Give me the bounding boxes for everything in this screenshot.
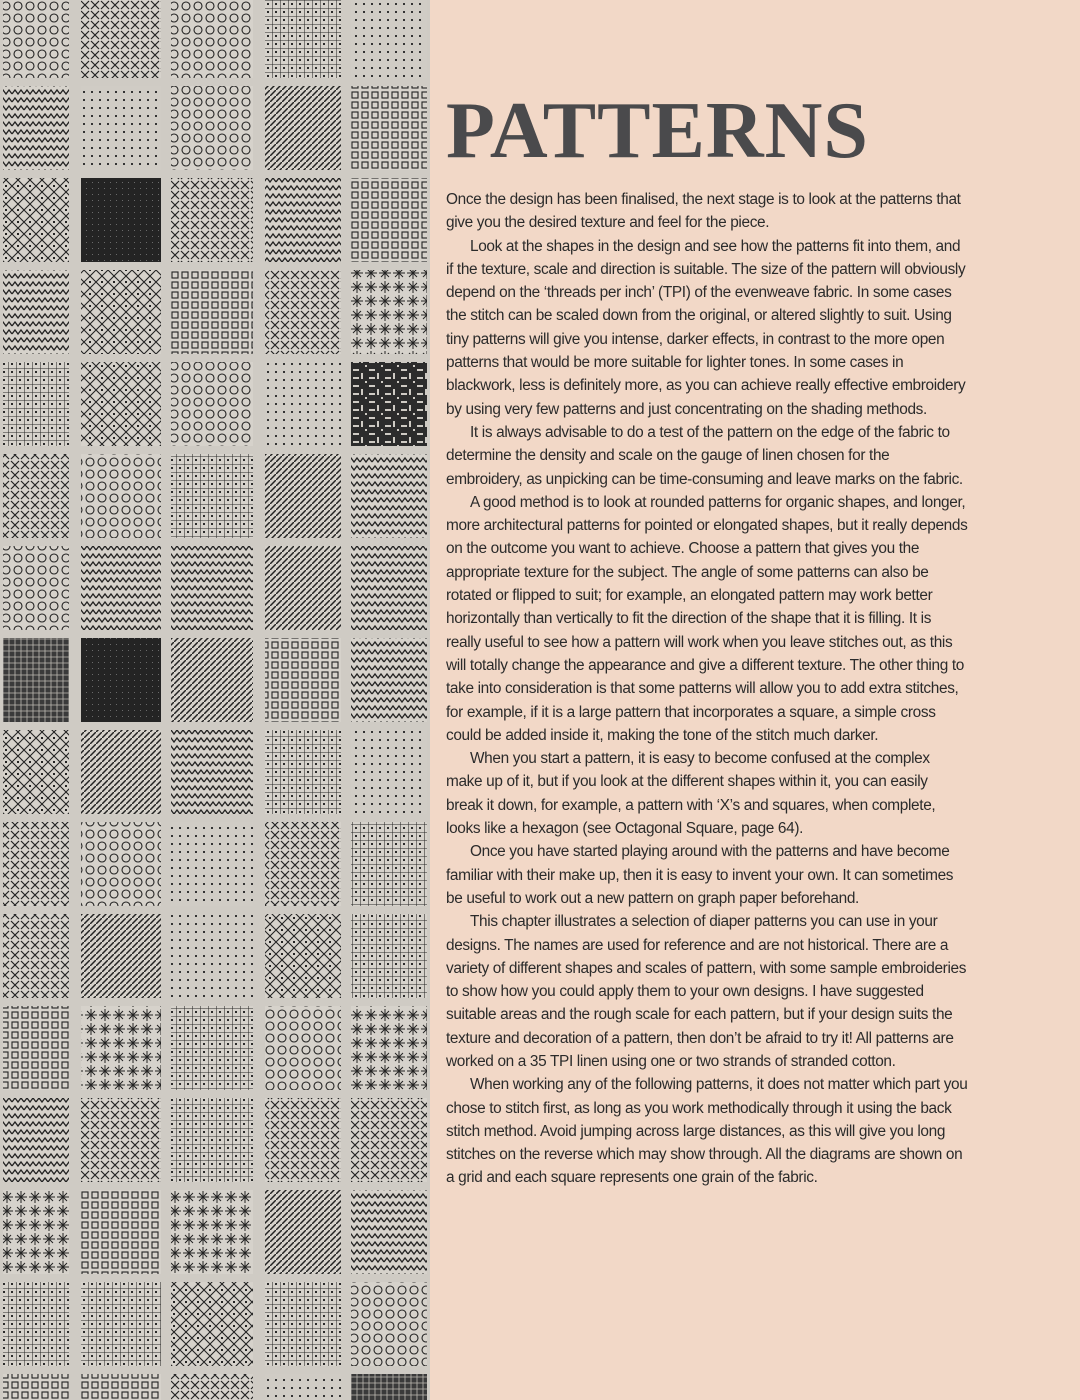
sampler-block — [3, 1374, 69, 1400]
sampler-block — [351, 86, 427, 170]
paragraph-1: Once the design has been finalised, the next stage is to look at the patterns that give you the desired texture and feel for the piece. — [446, 191, 961, 232]
paragraph-5: When you start a pattern, it is easy to become confused at the complex make up of it, but if you look at the different shapes within it, you can easily break it down, for example, a pattern with ‘X’s and squares, when complete, looks like a hexagon (see Octagonal Square, page 64). — [446, 750, 936, 838]
sampler-block — [265, 1006, 341, 1090]
sampler-block — [351, 362, 427, 446]
sampler-block — [351, 546, 427, 630]
sampler-block — [3, 1190, 69, 1274]
sampler-block — [171, 1374, 253, 1400]
sampler-block — [265, 546, 341, 630]
sampler-block — [351, 178, 427, 262]
sampler-block — [3, 0, 69, 78]
sampler-block — [265, 638, 341, 722]
sampler-block — [351, 914, 427, 998]
paragraph-3: It is always advisable to do a test of the pattern on the edge of the fabric to determine the density and scale on the gauge of linen chosen for the embroidery, as unpicking can be time-consuming and leave marks on the fabric. — [446, 423, 963, 488]
sampler-block — [351, 1374, 427, 1400]
sampler-block — [265, 822, 341, 906]
sampler-block — [81, 638, 161, 722]
paragraph-6: Once you have started playing around with the patterns and have become familiar with their make up, then it is easy to invent your own. It can sometimes be useful to work out a new pattern on graph paper beforehand. — [446, 843, 954, 907]
sampler-block — [171, 1190, 253, 1274]
sampler-block — [265, 730, 341, 814]
sampler-block — [81, 1006, 161, 1090]
sampler-block — [351, 270, 427, 354]
sampler-block — [3, 822, 69, 906]
sampler-block — [265, 270, 341, 354]
sampler-block — [3, 638, 69, 722]
sampler-block — [171, 1282, 253, 1366]
sampler-block — [3, 1098, 69, 1182]
sampler-block — [171, 914, 253, 998]
sampler-block — [171, 454, 253, 538]
sampler-block — [351, 0, 427, 78]
sampler-block — [3, 1282, 69, 1366]
sampler-block — [171, 270, 253, 354]
sampler-block — [171, 638, 253, 722]
sampler-block — [265, 1190, 341, 1274]
sampler-block — [81, 1374, 161, 1400]
sampler-block — [351, 1006, 427, 1090]
sampler-block — [171, 546, 253, 630]
sampler-block — [3, 270, 69, 354]
sampler-block — [81, 822, 161, 906]
sampler-block — [81, 914, 161, 998]
sampler-block — [265, 454, 341, 538]
paragraph-7: This chapter illustrates a selection of diaper patterns you can use in your designs. The names are used for reference and are not historical. There are a variety of different shapes and scales of pattern, with some sample embroideries to show how you could apply them to your own designs. I have suggested suitable areas and the rough scale for each pattern, but if your design suits the texture and decoration of a pattern, then don’t be afraid to try it! All patterns are worked on a 35 TPI linen using one or two strands of stranded cotton. — [446, 913, 967, 1070]
paragraph-4: A good method is to look at rounded patterns for organic shapes, and longer, more architectural patterns for pointed or elongated shapes, but it really depends on the outcome you want to achieve. Choose a pattern that gives you the appropriate texture for the subject. The angle of some patterns can also be rotated or flipped to suit; for example, an elongated pattern may work better horizontally than vertically to fit the direction of the shape that it is filling. It is really useful to see how a pattern will work when you leave stitches out, as this will totally change the appearance and give a different texture. The other thing to take into consideration is that some patterns will allow you to add extra stitches, for example, if it is a large pattern that incorporates a square, a simple cross could be added inside it, making the tone of the stitch much darker. — [446, 493, 968, 744]
sampler-block — [351, 638, 427, 722]
sampler-block — [351, 822, 427, 906]
sampler-block — [81, 454, 161, 538]
sampler-block — [265, 914, 341, 998]
sampler-block — [3, 730, 69, 814]
sampler-block — [3, 178, 69, 262]
sampler-block — [265, 86, 341, 170]
blackwork-sampler-photo — [0, 0, 430, 1400]
sampler-block — [81, 546, 161, 630]
sampler-block — [81, 1098, 161, 1182]
sampler-block — [3, 362, 69, 446]
sampler-block — [265, 0, 341, 78]
paragraph-8: When working any of the following patterns, it does not matter which part you chose to stitch first, as long as you work methodically through it using the back stitch method. Avoid jumping across large distances, as this will give you long stitches on the reverse which may show through. All the diagrams are shown on a grid and each square represents one grain of the fabric. — [446, 1076, 968, 1187]
sampler-block — [171, 86, 253, 170]
sampler-block — [171, 178, 253, 262]
sampler-block — [265, 1374, 341, 1400]
sampler-block — [3, 546, 69, 630]
page-title: PATTERNS — [446, 87, 869, 175]
sampler-block — [3, 914, 69, 998]
sampler-block — [81, 178, 161, 262]
sampler-block — [3, 1006, 69, 1090]
sampler-block — [3, 454, 69, 538]
sampler-block — [171, 1006, 253, 1090]
sampler-block — [81, 362, 161, 446]
sampler-block — [171, 362, 253, 446]
sampler-block — [265, 362, 341, 446]
sampler-block — [265, 178, 341, 262]
sampler-block — [3, 86, 69, 170]
sampler-block — [171, 730, 253, 814]
sampler-block — [81, 730, 161, 814]
sampler-block — [351, 1098, 427, 1182]
sampler-block — [265, 1282, 341, 1366]
sampler-block — [81, 270, 161, 354]
sampler-block — [171, 822, 253, 906]
sampler-block — [265, 1098, 341, 1182]
sampler-block — [81, 1282, 161, 1366]
paragraph-2: Look at the shapes in the design and see how the patterns fit into them, and if the texture, scale and direction is suitable. The size of the pattern will obviously depend on the ‘threads per inch’ (TPI) of the evenweave fabric. In some cases the stitch can be scaled down from the original, or altered slightly to suit. Using tiny patterns will give you intense, darker effects, in contrast to the more open patterns that would be more suitable for lighter tones. In some cases in blackwork, less is definitely more, as you can achieve really effective embroidery by using very few patterns and just concentrating on the shading methods. — [446, 237, 966, 418]
sampler-block — [81, 1190, 161, 1274]
sampler-block — [351, 1282, 427, 1366]
sampler-block — [351, 454, 427, 538]
sampler-block — [81, 86, 161, 170]
sampler-block — [351, 730, 427, 814]
sampler-block — [171, 1098, 253, 1182]
text-column — [446, 88, 968, 1190]
sampler-block — [81, 0, 161, 78]
sampler-block — [351, 1190, 427, 1274]
sampler-block — [171, 0, 253, 78]
